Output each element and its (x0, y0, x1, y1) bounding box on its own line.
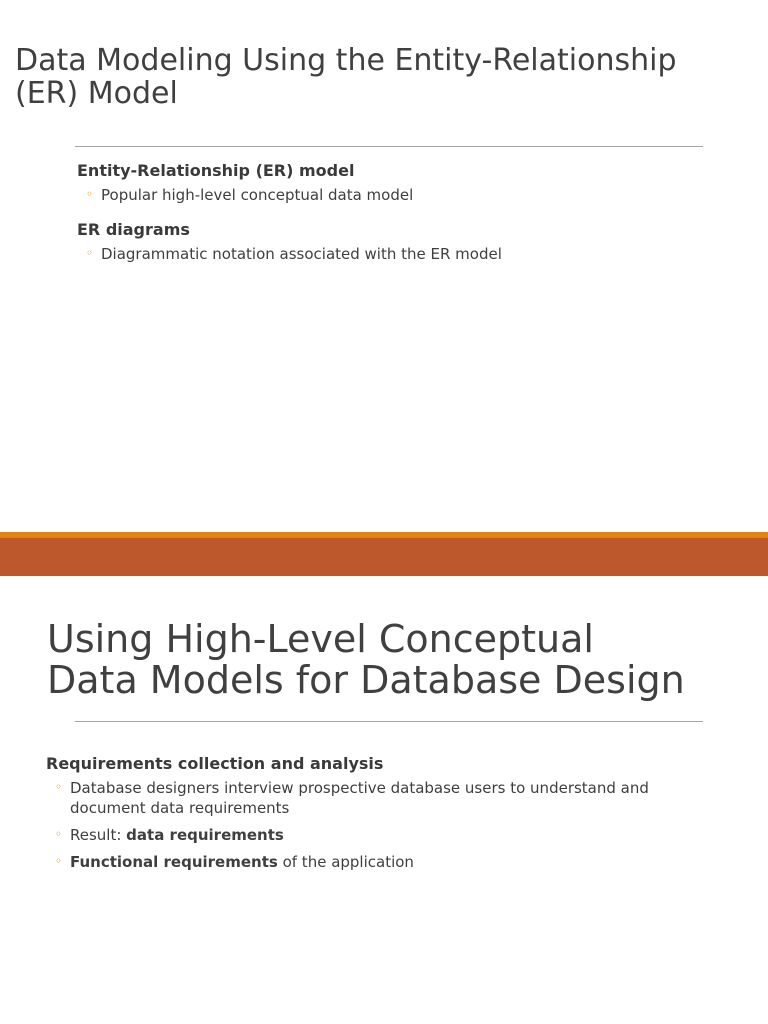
list-item (46, 778, 706, 818)
circle-bullet-icon: ◦ (55, 854, 63, 868)
bullet-text: Database designers interview prospective database users to understand and document data requirements (70, 779, 649, 817)
circle-bullet-icon: ◦ (55, 780, 63, 794)
slide-1-title-rule (75, 146, 703, 147)
bullet-text-suffix: of the application (277, 853, 414, 871)
circle-bullet-icon: ◦ (86, 187, 94, 201)
bullet-text-prefix: Result: (70, 826, 127, 844)
slide-1-heading-er-model: Entity-Relationship (ER) model (77, 161, 355, 180)
slide-2-title-rule (75, 721, 703, 722)
slide-2-body (46, 753, 706, 879)
circle-bullet-icon: ◦ (55, 827, 63, 841)
slide-2-heading-requirements: Requirements collection and analysis (46, 754, 384, 773)
list-item (46, 825, 706, 845)
slide-1-bullet-list-er-model (77, 185, 717, 205)
bullet-text: Popular high-level conceptual data model (101, 186, 414, 204)
bullet-text-bold: data requirements (126, 826, 284, 844)
list-item (46, 852, 706, 872)
slide-2 (0, 576, 768, 1024)
divider-band (0, 538, 768, 576)
circle-bullet-icon: ◦ (86, 246, 94, 260)
bullet-text-bold: Functional requirements (70, 853, 278, 871)
list-item (77, 185, 717, 205)
slide-1-title: Data Modeling Using the Entity-Relationship (ER) Model (15, 43, 677, 111)
slide-2-title: Using High-Level Conceptual Data Models for Database Design (47, 617, 685, 702)
slide-2-bullet-list-requirements (46, 778, 706, 872)
slide-1-heading-er-diagrams: ER diagrams (77, 220, 190, 239)
slide-1-body (77, 160, 717, 278)
slide-divider (0, 532, 768, 576)
list-item (77, 244, 717, 264)
slide-1-bullet-list-er-diagrams (77, 244, 717, 264)
bullet-text: Diagrammatic notation associated with the ER model (101, 245, 502, 263)
